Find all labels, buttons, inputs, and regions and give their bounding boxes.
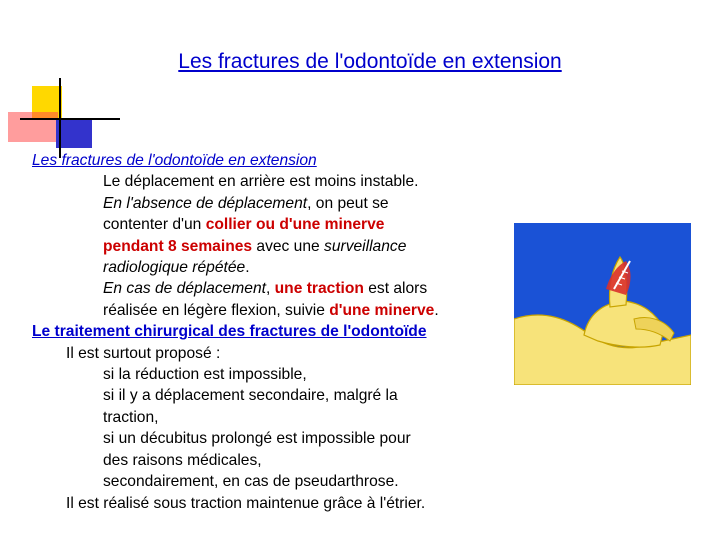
slide-body: [32, 150, 512, 514]
section1-line: Le déplacement en arrière est moins instable.: [103, 173, 419, 191]
section1-line: En l'absence de déplacement, on peut se: [103, 194, 389, 212]
vertebra-illustration: [514, 223, 691, 385]
section2-closing: Il est réalisé sous traction maintenue grâce à l'étrier.: [66, 494, 426, 512]
section1-line: contenter d'un collier ou d'une minerve: [103, 216, 385, 234]
section2-item: si il y a déplacement secondaire, malgré la: [103, 387, 398, 405]
section2-item: traction,: [103, 408, 159, 426]
section2-item: si la réduction est impossible,: [103, 366, 307, 384]
section1-line: En cas de déplacement, une traction est alors: [103, 280, 428, 298]
section2-item: secondairement, en cas de pseudarthrose.: [103, 473, 399, 491]
deco-red-block: [8, 112, 58, 142]
deco-blue-block: [56, 118, 92, 148]
corner-decoration: [0, 0, 120, 160]
section1-heading: Les fractures de l'odontoïde en extension: [32, 152, 317, 169]
section2-intro: Il est surtout proposé :: [66, 344, 221, 362]
section1-line: pendant 8 semaines avec une surveillance: [103, 237, 407, 255]
section2-heading: Le traitement chirurgical des fractures de l'odontoïde: [32, 323, 427, 341]
section2-item: si un décubitus prolongé est impossible pour: [103, 430, 411, 448]
section2-item: des raisons médicales,: [103, 451, 262, 469]
section1-line: réalisée en légère flexion, suivie d'une minerve.: [103, 301, 439, 319]
slide-title: Les fractures de l'odontoïde en extension: [178, 50, 562, 73]
section1-line: radiologique répétée.: [103, 259, 250, 277]
